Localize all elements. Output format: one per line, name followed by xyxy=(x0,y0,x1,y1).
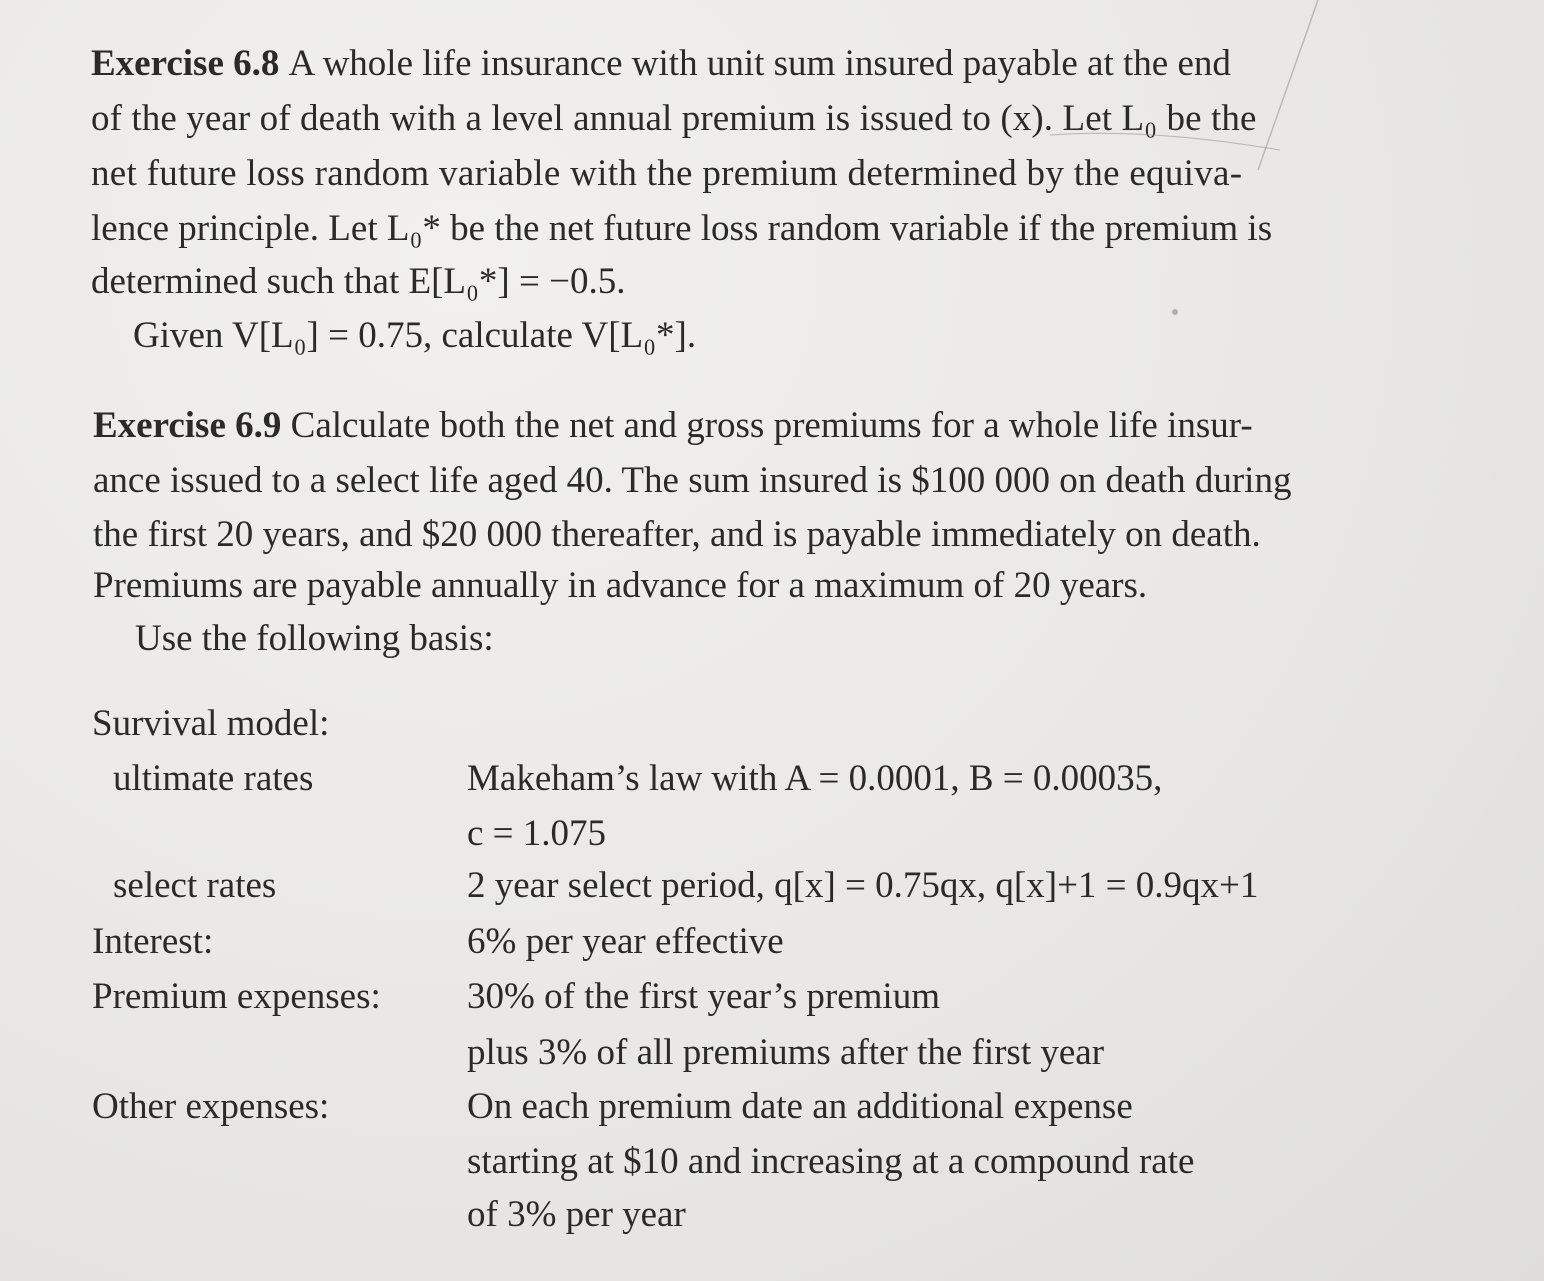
ex68-line-3: net future loss random variable with the premium determined by the equiva- xyxy=(91,153,1243,194)
ex68-line-6: Given V[L₀] = 0.75, calculate V[L₀*]. xyxy=(133,315,697,356)
premium-expenses-label: Premium expenses: xyxy=(92,976,381,1017)
ex69-line-5: Use the following basis: xyxy=(135,618,494,659)
ex68-heading: Exercise 6.8 xyxy=(91,43,280,84)
interest-value: 6% per year effective xyxy=(467,921,784,962)
ultimate-rates-label: ultimate rates xyxy=(113,758,314,799)
premium-expenses-value-2: plus 3% of all premiums after the first year xyxy=(467,1032,1105,1073)
interest-label: Interest: xyxy=(92,921,214,962)
premium-expenses-value-1: 30% of the first year’s premium xyxy=(467,976,940,1017)
ex69-heading: Exercise 6.9 xyxy=(93,405,282,446)
ex68-text-1: A whole life insurance with unit sum insured payable at the end xyxy=(288,43,1231,84)
ex68-line-5: determined such that E[L₀*] = −0.5. xyxy=(91,261,626,302)
scribble-line-2 xyxy=(1050,133,1280,150)
select-rates-label: select rates xyxy=(113,865,277,906)
select-rates-value: 2 year select period, q[x] = 0.75qx, q[x]+1 = 0.9qx+1 xyxy=(467,865,1259,906)
ex68-line-2: of the year of death with a level annual premium is issued to (x). Let L₀ be the xyxy=(91,98,1257,139)
scribble-line-1 xyxy=(1258,0,1318,170)
ex68-line-4: lence principle. Let L₀* be the net future loss random variable if the premium is xyxy=(91,208,1273,249)
speck-mark xyxy=(1172,309,1178,315)
other-expenses-value-1: On each premium date an additional expense xyxy=(467,1086,1133,1127)
ultimate-rates-value-2: c = 1.075 xyxy=(467,813,607,854)
other-expenses-label: Other expenses: xyxy=(92,1086,330,1127)
ex69-line-2: ance issued to a select life aged 40. The sum insured is $100 000 on death during xyxy=(93,460,1292,501)
ex69-text-1: Calculate both the net and gross premiums for a whole life insur- xyxy=(290,405,1253,446)
ex69-line-4: Premiums are payable annually in advance for a maximum of 20 years. xyxy=(93,565,1148,606)
survival-model-label: Survival model: xyxy=(92,703,330,744)
other-expenses-value-2: starting at $10 and increasing at a compound rate xyxy=(467,1141,1195,1182)
ultimate-rates-value-1: Makeham’s law with A = 0.0001, B = 0.00035, xyxy=(467,758,1163,799)
other-expenses-value-3: of 3% per year xyxy=(467,1194,686,1235)
ex69-line-3: the first 20 years, and $20 000 thereafter, and is payable immediately on death. xyxy=(93,514,1261,555)
